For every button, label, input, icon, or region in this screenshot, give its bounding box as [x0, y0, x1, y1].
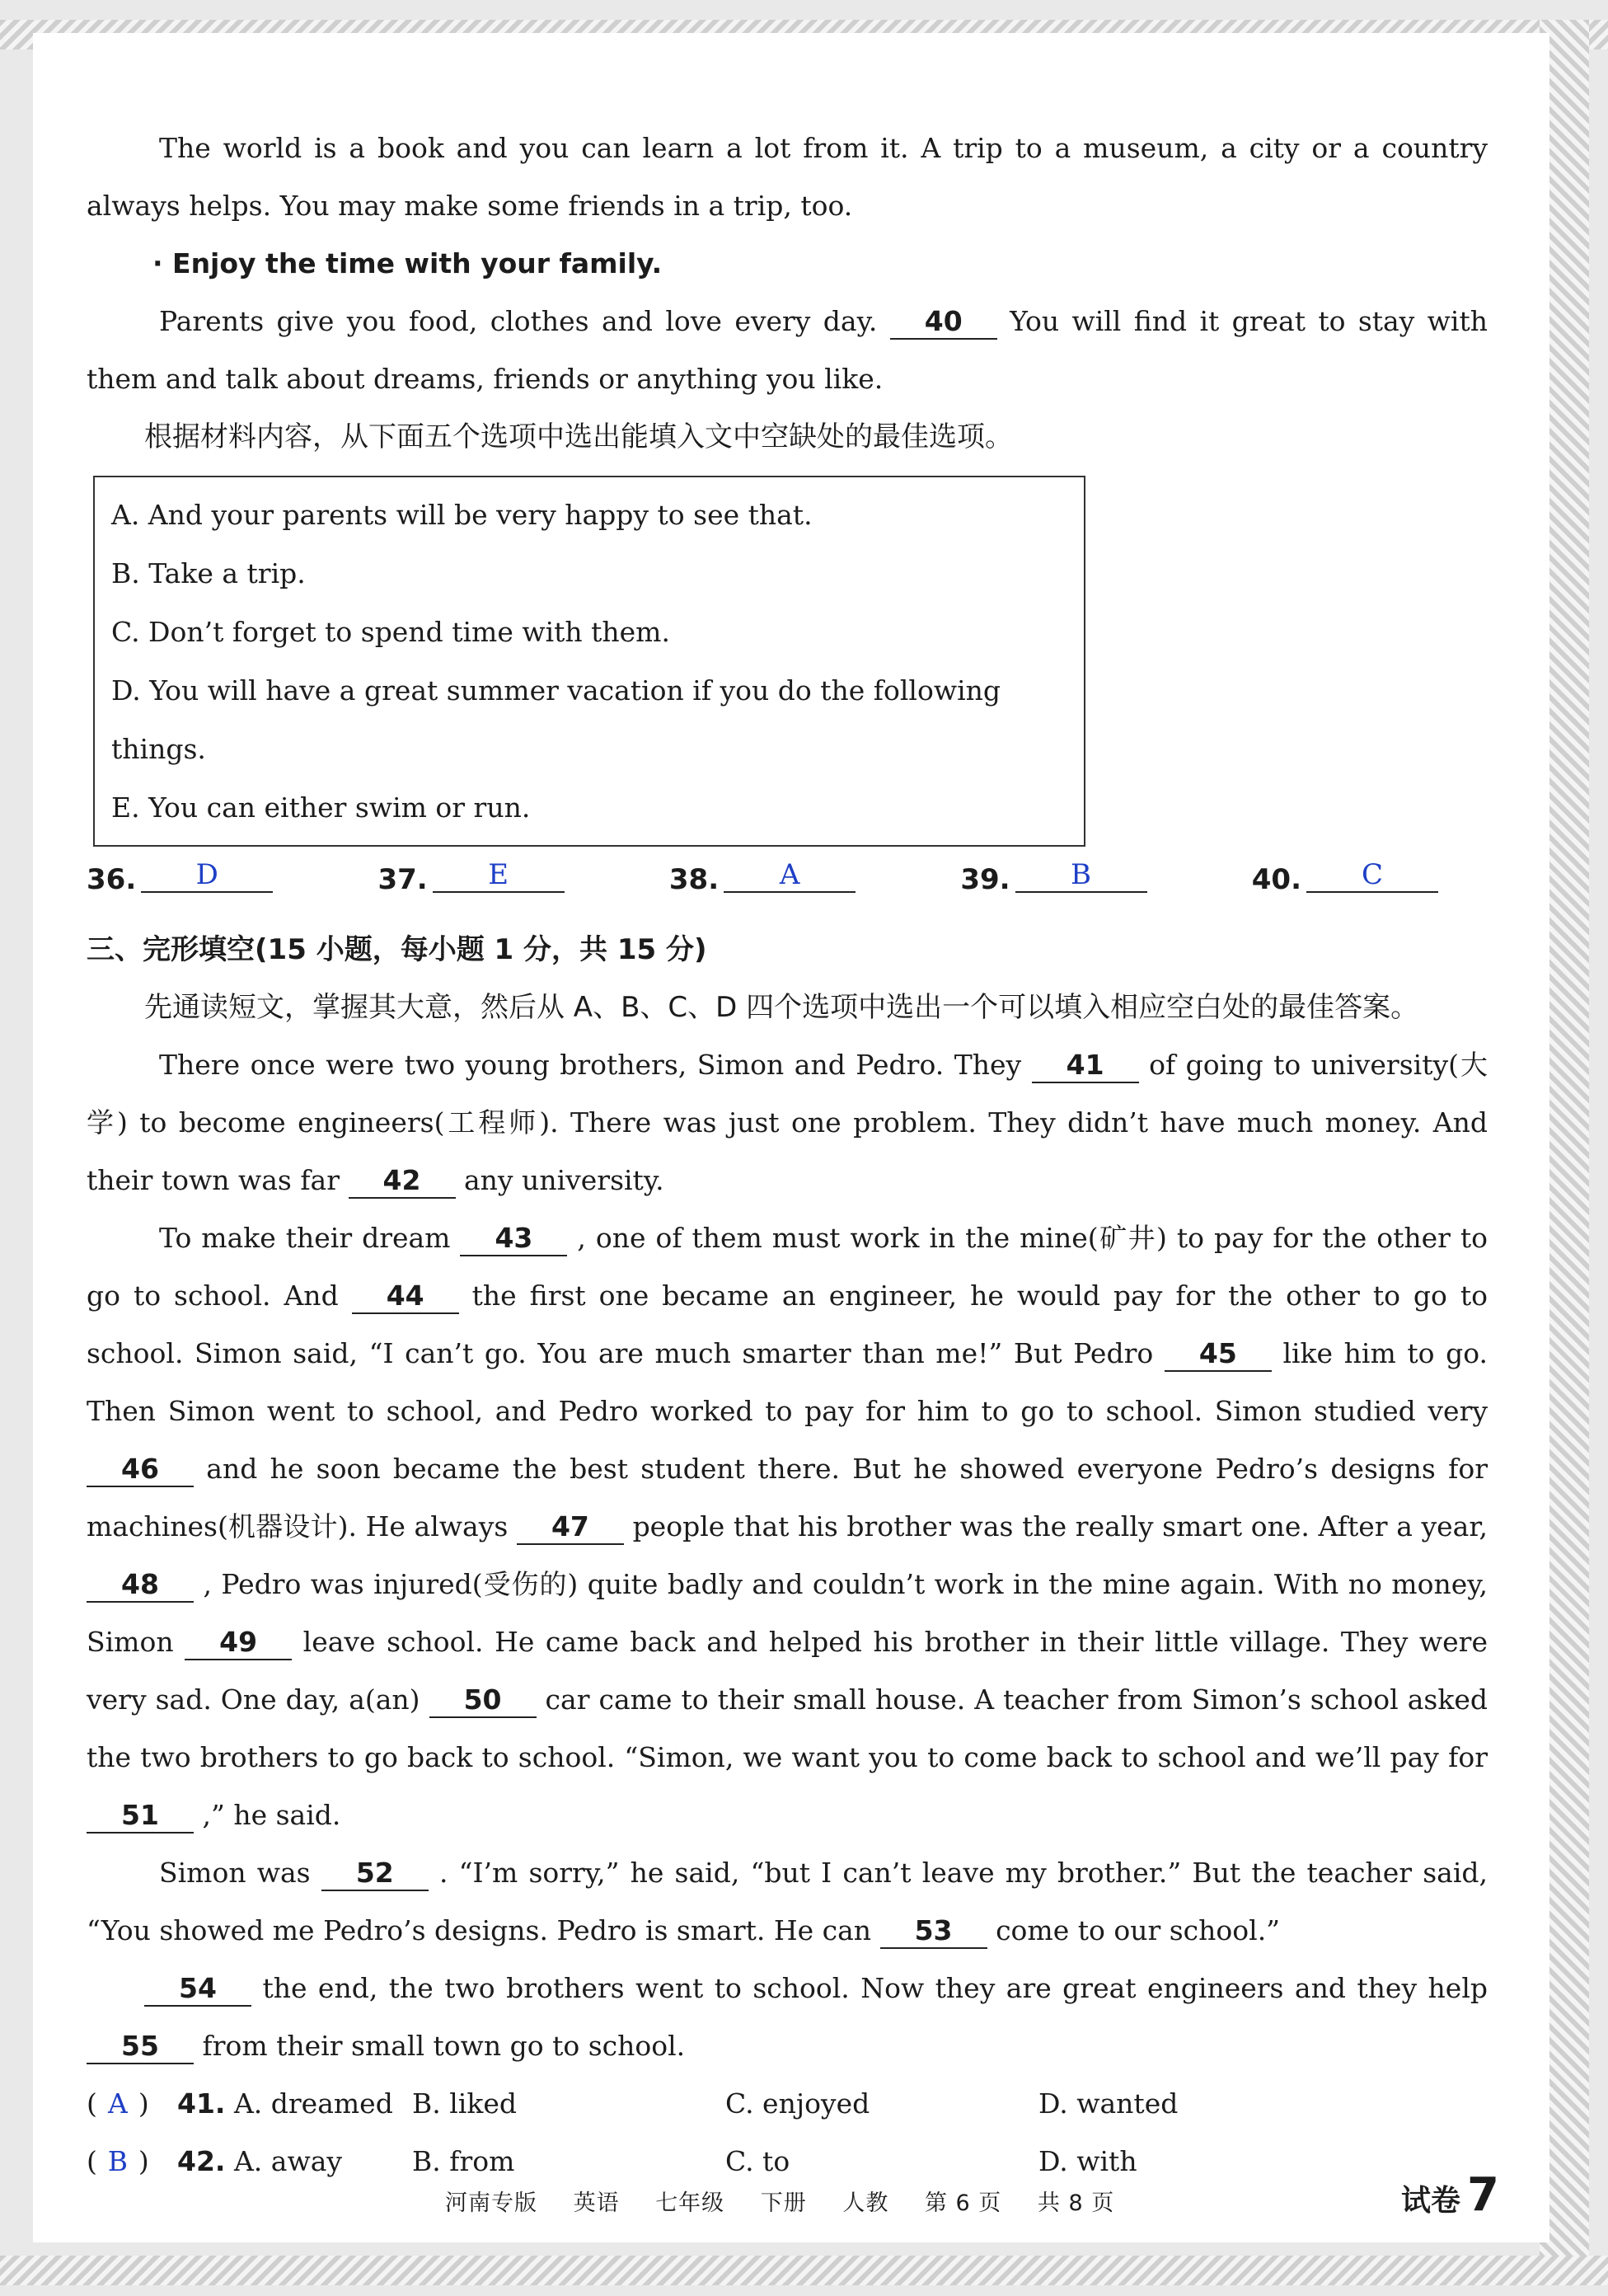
options-box: [93, 476, 1085, 847]
cloze-text: the first one became an engineer, he would pay for the other to go to school. Simon said, “I can’t go. You are much smarter than me!” But Pedro: [87, 1279, 1488, 1369]
answer-field[interactable]: C: [1306, 858, 1438, 893]
question-41: [87, 2075, 1488, 2133]
blank-41[interactable]: 41: [1032, 1049, 1139, 1083]
footer-grade: 七年级: [655, 2190, 725, 2216]
option-e: E. You can either swim or run.: [111, 791, 531, 824]
section-3-instruction: 先通读短文，掌握其大意，然后从 A、B、C、D 四个选项中选出一个可以填入相应空白处的最佳答案。: [144, 991, 1419, 1024]
cloze-text: Simon was: [159, 1857, 311, 1889]
cloze-text: To make their dream: [159, 1222, 451, 1254]
passage-paragraph-2: [87, 293, 1488, 408]
page-footer: [445, 2185, 1142, 2217]
blank-52[interactable]: 52: [321, 1857, 429, 1891]
chosen-answer: B: [107, 2145, 128, 2177]
option-b: B. from: [412, 2145, 515, 2177]
paper-badge: [1401, 2168, 1499, 2222]
option-c: C. Don’t forget to spend time with them.: [111, 616, 670, 648]
cloze-text: of going to university(大学) to become engineers(工程师). There was just one problem. They didn’t have much money. And their town was far: [87, 1049, 1488, 1196]
paren-close: ): [138, 2087, 149, 2120]
blank-53[interactable]: 53: [880, 1914, 987, 1949]
footer-volume: 下册: [760, 2190, 807, 2216]
blank-49[interactable]: 49: [185, 1626, 292, 1660]
cloze-paragraph-1: [87, 1036, 1488, 1209]
cloze-text: , one of them must work in the mine(矿井) to pay for the other to go to school. And: [87, 1222, 1488, 1312]
blank-50[interactable]: 50: [429, 1683, 537, 1718]
answer-number: 38.: [668, 863, 720, 896]
footer-subject: 英语: [573, 2190, 620, 2216]
cloze-paragraph-4: [87, 1960, 1488, 2075]
cloze-text: come to our school.”: [996, 1914, 1281, 1946]
cloze-text: people that his brother was the really smart one. After a year,: [632, 1510, 1488, 1542]
cloze-paragraph-3: [87, 1844, 1488, 1960]
paper-number: 7: [1467, 2168, 1499, 2222]
footer-publisher: 人教: [842, 2190, 889, 2216]
option-a: A. And your parents will be very happy to see that.: [111, 499, 813, 531]
answer-38: [668, 858, 856, 896]
option-c: C. enjoyed: [725, 2087, 870, 2120]
answer-number: 40.: [1251, 863, 1301, 896]
cloze-paragraph-2: [87, 1209, 1488, 1844]
chosen-answer: A: [107, 2087, 128, 2120]
blank-47[interactable]: 47: [517, 1510, 624, 1545]
cloze-text: leave school. He came back and helped his brother in their little village. They were very sad. One day, a(an): [87, 1626, 1488, 1716]
answer-row: [87, 858, 1438, 896]
cloze-text: . “I’m sorry,” he said, “but I can’t leave my brother.” But the teacher said, “You showed me Pedro’s designs. Pedro is smart. He can: [87, 1857, 1488, 1946]
answer-field[interactable]: B: [1015, 858, 1147, 893]
passage-heading: · Enjoy the time with your family.: [152, 247, 663, 279]
instruction-zh: 根据材料内容，从下面五个选项中选出能填入文中空缺处的最佳选项。: [144, 420, 1013, 453]
cloze-text: car came to their small house. A teacher from Simon’s school asked the two brothers to go back to school. “Simon, we want you to come back to school and we’ll pay for: [87, 1683, 1488, 1773]
cloze-text: any university.: [464, 1164, 664, 1196]
footer-edition: 河南专版: [445, 2190, 537, 2216]
passage-paragraph-1: The world is a book and you can learn a lot from it. A trip to a museum, a city or a country always helps. You may make some friends in a trip, too.: [87, 132, 1488, 222]
blank-55[interactable]: 55: [87, 2030, 194, 2064]
cloze-text: , Pedro was injured(受伤的) quite badly and couldn’t work in the mine again. With no money, Simon: [87, 1568, 1488, 1658]
option-d: D. with: [1038, 2145, 1137, 2177]
cloze-text: ,” he said.: [202, 1799, 341, 1831]
cloze-text: like him to go. Then Simon went to school, and Pedro worked to pay for him to go to school. Simon studied very: [87, 1337, 1488, 1427]
section-3-title: 三、完形填空(15 小题，每小题 1 分，共 15 分): [87, 933, 707, 966]
answer-paren[interactable]: [87, 2133, 177, 2190]
blank-43[interactable]: 43: [460, 1222, 567, 1256]
paren-open: (: [87, 2145, 97, 2177]
decorative-border-bottom: [0, 2256, 1608, 2285]
footer-total: 共 8 页: [1037, 2190, 1115, 2216]
blank-45[interactable]: 45: [1165, 1337, 1272, 1372]
option-a-text: A. dreamed: [233, 2087, 393, 2120]
answer-field[interactable]: E: [433, 858, 565, 893]
option-d: D. You will have a great summer vacation if you do the following things.: [111, 674, 1001, 765]
question-number: 41.: [177, 2087, 226, 2120]
paren-open: (: [87, 2087, 97, 2120]
cloze-text: the end, the two brothers went to school. Now they are great engineers and they help: [262, 1972, 1488, 2004]
option-b: B. Take a trip.: [111, 557, 306, 589]
blank-40[interactable]: 40: [890, 305, 997, 340]
blank-54[interactable]: 54: [144, 1972, 251, 2007]
answer-number: 36.: [87, 863, 137, 896]
question-number: 42.: [177, 2145, 226, 2177]
paper-label: 试卷: [1401, 2184, 1461, 2218]
paren-close: ): [138, 2145, 149, 2177]
blank-46[interactable]: 46: [87, 1453, 194, 1487]
answer-field[interactable]: D: [141, 858, 273, 893]
blank-44[interactable]: 44: [352, 1279, 459, 1314]
cloze-text: There once were two young brothers, Simon and Pedro. They: [159, 1049, 1022, 1081]
option-a: [177, 2133, 412, 2190]
blank-48[interactable]: 48: [87, 1568, 194, 1603]
page-content: [87, 120, 1488, 2190]
option-b: B. liked: [412, 2087, 517, 2120]
answer-40: [1251, 858, 1438, 896]
answer-paren[interactable]: [87, 2075, 177, 2133]
answer-number: 37.: [377, 863, 428, 896]
cloze-text: and he soon became the best student there. But he showed everyone Pedro’s designs for machines(机器设计). He always: [87, 1453, 1488, 1542]
answer-37: [377, 858, 564, 896]
passage-text: You will find it great to stay with them and talk about dreams, friends or anything you like.: [87, 305, 1488, 395]
option-c: C. to: [725, 2145, 790, 2177]
option-d: D. wanted: [1038, 2087, 1179, 2120]
blank-42[interactable]: 42: [349, 1164, 456, 1199]
question-42: [87, 2133, 1488, 2190]
answer-field[interactable]: A: [724, 858, 856, 893]
answer-39: [960, 858, 1146, 896]
passage-text: Parents give you food, clothes and love every day.: [159, 305, 878, 337]
blank-51[interactable]: 51: [87, 1799, 194, 1834]
cloze-text: from their small town go to school.: [202, 2030, 686, 2062]
option-a-text: A. away: [233, 2145, 343, 2177]
footer-page: 第 6 页: [924, 2190, 1002, 2216]
answer-36: [87, 858, 273, 896]
answer-number: 39.: [960, 863, 1010, 896]
option-a: [177, 2075, 412, 2133]
